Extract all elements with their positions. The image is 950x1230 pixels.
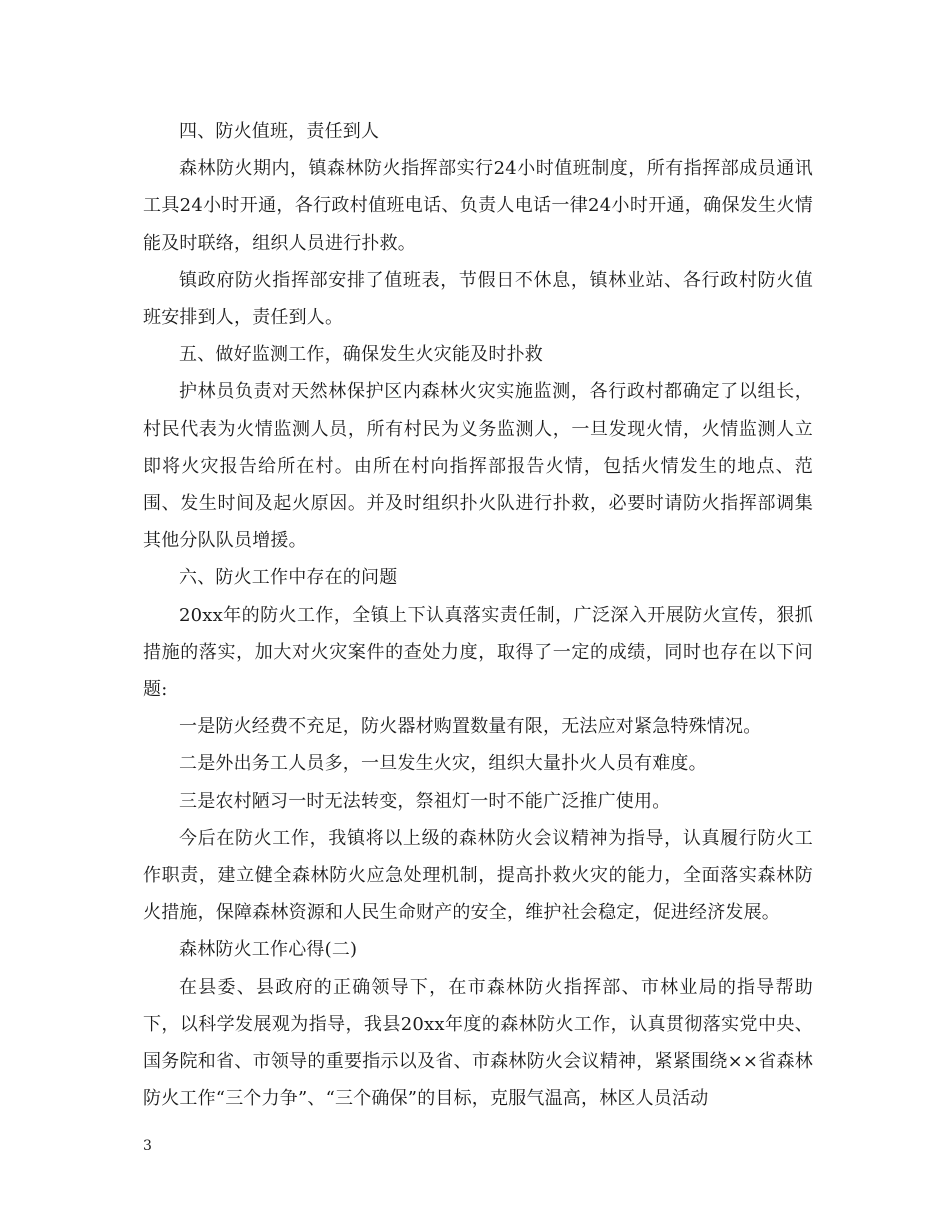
- paragraph-problem-3: 三是农村陋习一时无法转变，祭祖灯一时不能广泛推广使用。: [179, 790, 671, 812]
- paragraph-future-plan: 今后在防火工作，我镇将以上级的森林防火会议精神为指导，认真履行防火工作职责，建立健全森林防火应急处理机制，提高扑救火灾的能力，全面落实森林防火措施，保障森林资源和人民生命财产的安全，维护社会稳定，促进经济发展。: [143, 827, 813, 924]
- paragraph-problem-1: 一是防火经费不充足，防火器材购置数量有限，无法应对紧急特殊情况。: [179, 716, 762, 738]
- paragraph-part-two-intro: 在县委、县政府的正确领导下，在市森林防火指挥部、市林业局的指导帮助下，以科学发展观为指导，我县20xx年度的森林防火工作，认真贯彻落实党中央、国务院和省、市领导的重要指示以及省、市森林防火会议精神，紧紧围绕××省森林防火工作“三个力争”、“三个确保”的目标，克服气温高，林区人员活动: [143, 976, 813, 1110]
- paragraph-problems-intro: 20xx年的防火工作，全镇上下认真落实责任制，广泛深入开展防火宣传，狠抓措施的落实，加大对火灾案件的查处力度，取得了一定的成绩，同时也存在以下问题:: [143, 604, 813, 701]
- paragraph-duty-schedule: 镇政府防火指挥部安排了值班表，节假日不休息，镇林业站、各行政村防火值班安排到人，责任到人。: [143, 269, 813, 329]
- section-heading-duty: 四、防火值班，责任到人: [179, 121, 380, 142]
- page-number: 3: [143, 1138, 152, 1154]
- paragraph-duty-system: 森林防火期内，镇森林防火指挥部实行24小时值班制度，所有指挥部成员通讯工具24小时开通，各行政村值班电话、负责人电话一律24小时开通，确保发生火情能及时联络，组织人员进行扑救。: [143, 158, 813, 254]
- paragraph-problem-2: 二是外出务工人员多，一旦发生火灾，组织大量扑火人员有难度。: [179, 753, 707, 775]
- section-heading-part-two: 森林防火工作心得(二): [179, 939, 358, 961]
- section-heading-monitoring: 五、做好监测工作，确保发生火灾能及时扑救: [179, 344, 543, 366]
- section-heading-problems: 六、防火工作中存在的问题: [179, 567, 398, 589]
- document-body: [143, 113, 813, 1117]
- paragraph-monitoring: 护林员负责对天然林保护区内森林火灾实施监测，各行政村都确定了以组长，村民代表为火情监测人员，所有村民为义务监测人，一旦发现火情，火情监测人立即将火灾报告给所在村。由所在村向指挥部报告火情，包括火情发生的地点、范围、发生时间及起火原因。并及时组织扑火队进行扑救，必要时请防火指挥部调集其他分队队员增援。: [143, 381, 813, 552]
